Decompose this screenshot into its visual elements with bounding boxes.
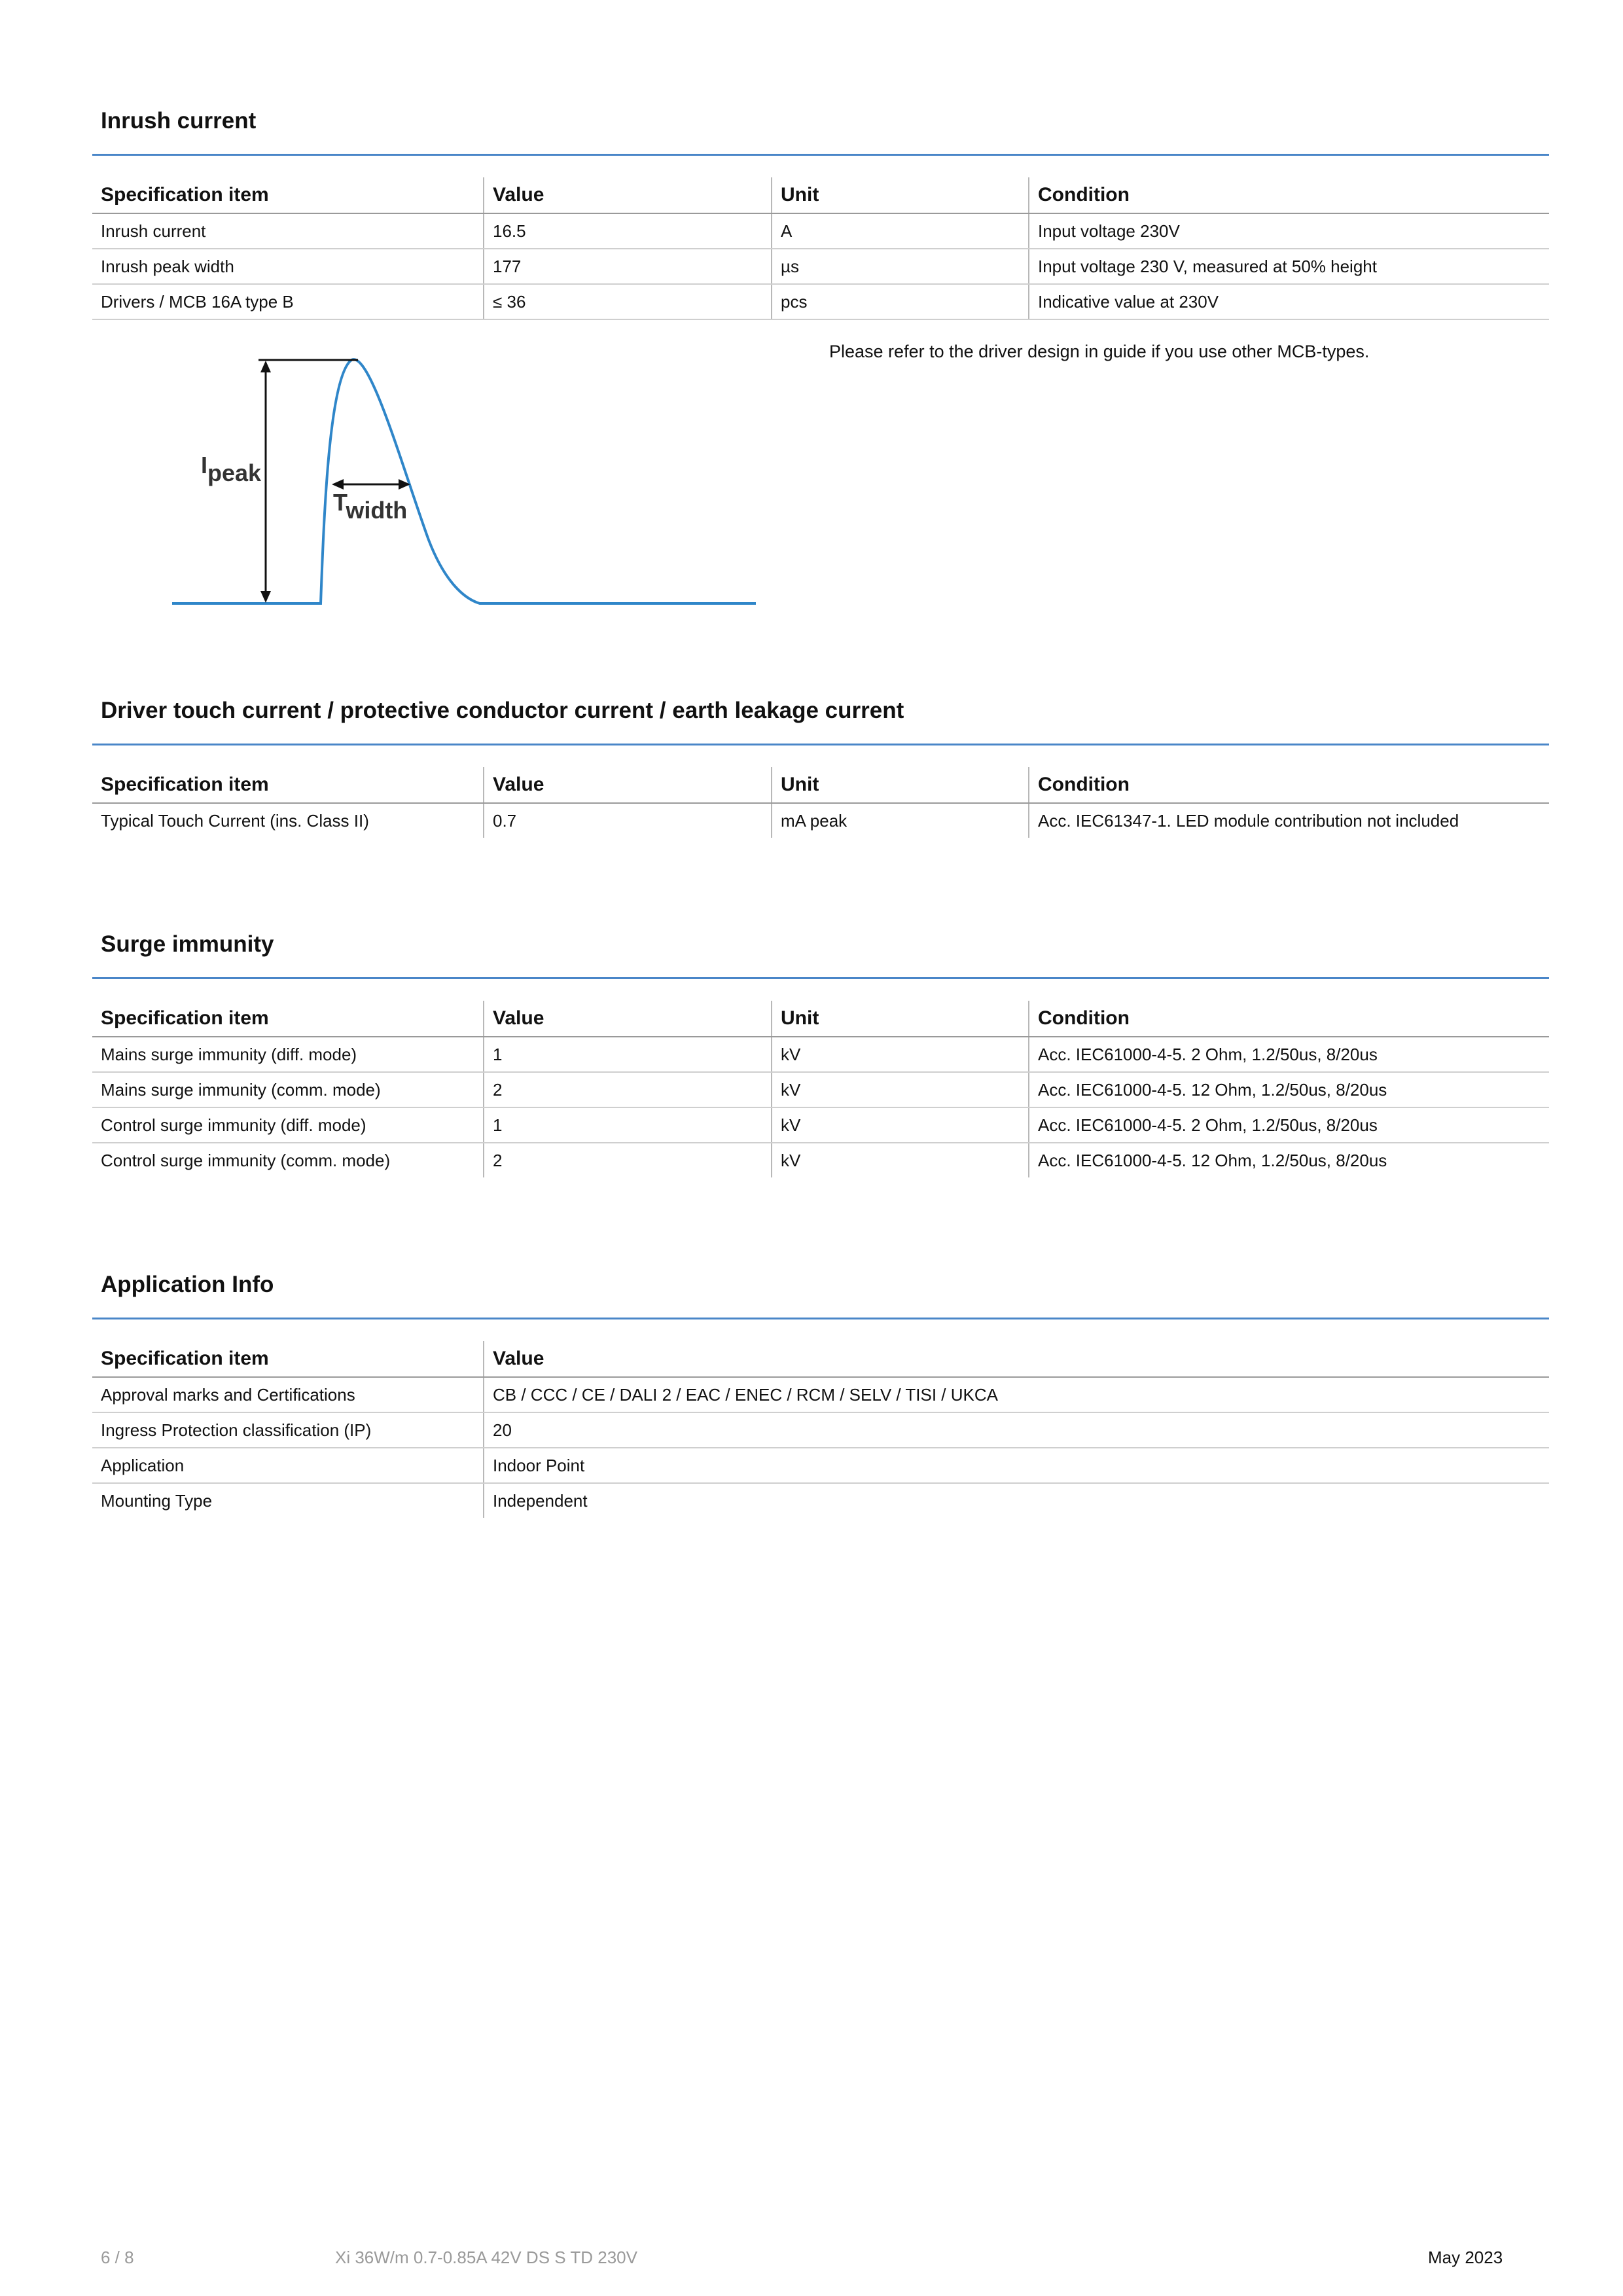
table-cell: Inrush current xyxy=(92,213,484,249)
section-title-surge-immunity: Surge immunity xyxy=(101,931,274,957)
table-cell: µs xyxy=(772,249,1029,284)
table-cell: 1 xyxy=(484,1037,772,1072)
peak-arrow-head-down xyxy=(260,591,271,603)
table-cell: 1 xyxy=(484,1107,772,1143)
column-header: Unit xyxy=(772,1001,1029,1037)
peak-arrow-head-up xyxy=(260,361,271,372)
column-header: Condition xyxy=(1029,1001,1549,1037)
peak-label-sub: peak xyxy=(207,459,262,486)
mcb-note: Please refer to the driver design in guide if you use other MCB-types. xyxy=(829,342,1370,361)
footer-product-name: Xi 36W/m 0.7-0.85A 42V DS S TD 230V xyxy=(335,2248,637,2267)
section-rule xyxy=(92,977,1549,979)
table-cell: Acc. IEC61347-1. LED module contribution not included xyxy=(1029,803,1549,838)
table-cell: 2 xyxy=(484,1072,772,1107)
table-cell: Mounting Type xyxy=(101,1490,213,1511)
table-row xyxy=(92,1377,1549,1412)
table-cell: Application xyxy=(92,1448,484,1483)
table-cell: Inrush peak width xyxy=(92,249,484,284)
table-row xyxy=(92,1037,1549,1072)
table-cell: Acc. IEC61000-4-5. 12 Ohm, 1.2/50us, 8/20us xyxy=(1029,1143,1549,1177)
table-row xyxy=(92,249,1549,284)
column-header: Condition xyxy=(1029,767,1549,803)
width-label-sub: width xyxy=(346,497,408,524)
table-cell: Control surge immunity (diff. mode) xyxy=(92,1107,484,1143)
width-arrow-head-left xyxy=(332,479,344,490)
section-title-application-info: Application Info xyxy=(101,1272,274,1297)
column-header: Value xyxy=(484,1001,772,1037)
table-cell: 20 xyxy=(484,1412,1549,1448)
table-cell: Drivers / MCB 16A type B xyxy=(92,284,484,319)
column-header: Unit xyxy=(772,767,1029,803)
table-cell: kV xyxy=(772,1072,1029,1107)
column-header: Specification item xyxy=(92,1341,484,1377)
column-header: Specification item xyxy=(92,767,484,803)
footer-date: May 2023 xyxy=(1428,2248,1503,2267)
peak-label xyxy=(201,452,262,486)
column-header: Value xyxy=(484,177,772,213)
table-cell: Independent xyxy=(484,1483,1549,1518)
table-cell: Approval marks and Certifications xyxy=(92,1377,484,1412)
table-cell: 16.5 xyxy=(484,213,772,249)
width-label xyxy=(333,489,407,524)
section-title-inrush: Inrush current xyxy=(101,108,257,134)
column-header: Condition xyxy=(1029,177,1549,213)
width-label-main: T xyxy=(333,489,346,516)
table-cell: A xyxy=(772,213,1029,249)
table-row xyxy=(92,803,1549,838)
section-rule xyxy=(92,1318,1549,1319)
column-header: Specification item xyxy=(92,1001,484,1037)
table-cell: Indicative value at 230V xyxy=(1029,284,1549,319)
table-row xyxy=(92,284,1549,319)
table-row xyxy=(92,1448,1549,1483)
footer-page-number: 6 / 8 xyxy=(101,2248,134,2267)
table-cell: Acc. IEC61000-4-5. 2 Ohm, 1.2/50us, 8/20us xyxy=(1029,1037,1549,1072)
table-row xyxy=(92,1072,1549,1107)
inrush-waveform-diagram xyxy=(167,350,769,612)
table-header-row xyxy=(92,1341,1549,1377)
table-row xyxy=(92,213,1549,249)
table-cell: Input voltage 230V xyxy=(1029,213,1549,249)
table-cell: 2 xyxy=(484,1143,772,1177)
table-header-row xyxy=(92,1001,1549,1037)
table-cell: Acc. IEC61000-4-5. 12 Ohm, 1.2/50us, 8/20us xyxy=(1029,1072,1549,1107)
column-header: Unit xyxy=(772,177,1029,213)
table-header-row xyxy=(92,767,1549,803)
inrush-table xyxy=(92,177,1549,320)
table-cell: Ingress Protection classification (IP) xyxy=(92,1412,484,1448)
table-cell: Acc. IEC61000-4-5. 2 Ohm, 1.2/50us, 8/20us xyxy=(1029,1107,1549,1143)
surge-immunity-table xyxy=(92,1001,1549,1177)
table-cell: Indoor Point xyxy=(484,1448,1549,1483)
table-cell: kV xyxy=(772,1037,1029,1072)
column-header: Value xyxy=(484,1341,1549,1377)
table-cell: pcs xyxy=(772,284,1029,319)
table-cell: Input voltage 230 V, measured at 50% height xyxy=(1029,249,1549,284)
table-cell: Mains surge immunity (diff. mode) xyxy=(92,1037,484,1072)
table-cell: ≤ 36 xyxy=(484,284,772,319)
table-row xyxy=(92,1412,1549,1448)
section-rule xyxy=(92,744,1549,745)
section-title-touch-current: Driver touch current / protective conductor current / earth leakage current xyxy=(101,698,904,723)
table-cell: 0.7 xyxy=(484,803,772,838)
column-header: Value xyxy=(484,767,772,803)
table-cell: Control surge immunity (comm. mode) xyxy=(101,1150,391,1170)
column-header: Specification item xyxy=(92,177,484,213)
peak-label-main: I xyxy=(201,452,208,478)
table-header-row xyxy=(92,177,1549,213)
touch-current-table xyxy=(92,767,1549,838)
table-row xyxy=(92,1143,1549,1177)
application-info-table xyxy=(92,1341,1549,1518)
table-cell: 177 xyxy=(484,249,772,284)
section-rule xyxy=(92,154,1549,156)
table-cell: CB / CCC / CE / DALI 2 / EAC / ENEC / RCM / SELV / TISI / UKCA xyxy=(484,1377,1549,1412)
table-cell: mA peak xyxy=(772,803,1029,838)
table-cell: kV xyxy=(772,1143,1029,1177)
table-row xyxy=(92,1483,1549,1518)
table-cell: Typical Touch Current (ins. Class II) xyxy=(101,810,369,831)
table-cell: kV xyxy=(772,1107,1029,1143)
table-cell: Mains surge immunity (comm. mode) xyxy=(92,1072,484,1107)
table-row xyxy=(92,1107,1549,1143)
